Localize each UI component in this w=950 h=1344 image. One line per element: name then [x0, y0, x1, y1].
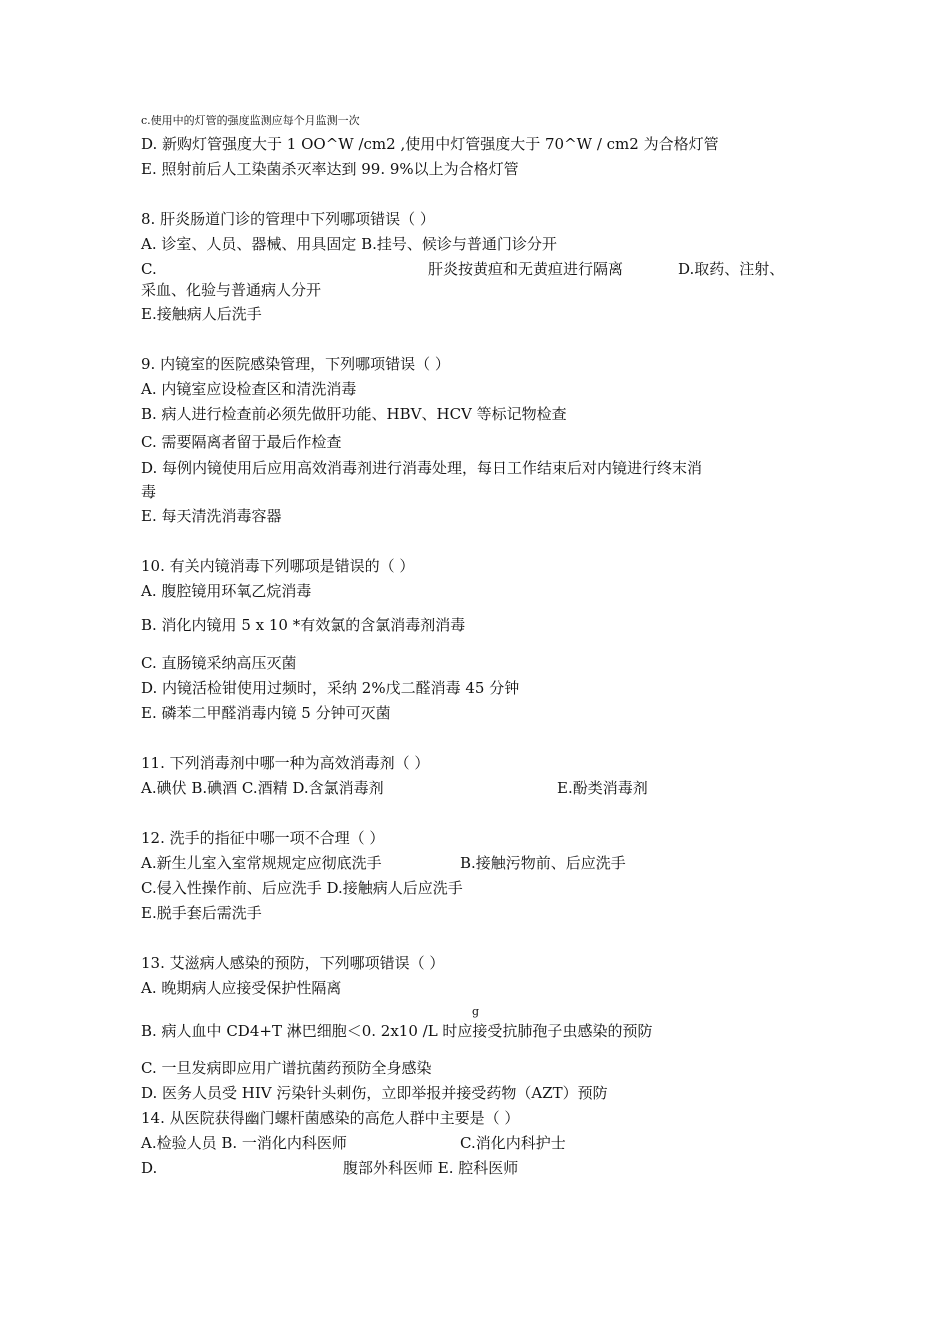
q13-option-a: A. 晚期病人应接受保护性隔离 [141, 979, 342, 997]
q8-option-c-label: C. [141, 260, 157, 278]
q11-option-e: E.酚类消毒剂 [557, 779, 648, 797]
q10-option-a: A. 腹腔镜用环氧乙烷消毒 [141, 582, 312, 600]
q9-option-b: B. 病人进行检查前必须先做肝功能、HBV、HCV 等标记物检查 [141, 405, 567, 423]
q8-option-c-text: 肝炎按黄疸和无黄疸进行隔离 [428, 260, 624, 278]
q9-stem: 9. 内镜室的医院感染管理，下列哪项错误（ ） [141, 355, 450, 373]
q8-option-d-cont: 采血、化验与普通病人分开 [141, 281, 322, 299]
q7-option-d: D. 新购灯管强度大于 1 OO^W /cm2 ,使用中灯管强度大于 70^W / cm2 为合格灯管 [141, 135, 719, 153]
q9-option-e: E. 每天清洗消毒容器 [141, 507, 282, 525]
q12-option-e: E.脱手套后需洗手 [141, 904, 262, 922]
q14-options-ab: A.检验人员 B. 一消化内科医师 [141, 1134, 347, 1152]
q10-option-d: D. 内镜活检钳使用过频时，采纳 2%戊二醛消毒 45 分钟 [141, 679, 520, 697]
q9-option-a: A. 内镜室应设检查区和清洗消毒 [141, 380, 357, 398]
q12-option-a: A.新生儿室入室常规规定应彻底洗手 [141, 854, 382, 872]
q9-option-d: D. 每例内镜使用后应用高效消毒剂进行消毒处理，每日工作结束后对内镜进行终末消 [141, 459, 703, 477]
q12-options-cd: C.侵入性操作前、后应洗手 D.接触病人后应洗手 [141, 879, 463, 897]
q13-option-b: B. 病人血中 CD4+T 淋巴细胞＜0. 2x10 /L 时应接受抗肺孢子虫感染的预防 [141, 1022, 653, 1040]
q13-stem: 13. 艾滋病人感染的预防，下列哪项错误（ ） [141, 954, 445, 972]
q8-option-e: E.接触病人后洗手 [141, 305, 262, 323]
q13-option-c: C. 一旦发病即应用广谱抗菌药预防全身感染 [141, 1059, 432, 1077]
q8-option-ab: A. 诊室、人员、器械、用具固定 B.挂号、候诊与普通门诊分开 [141, 235, 557, 253]
q10-option-e: E. 磷苯二甲醛消毒内镜 5 分钟可灭菌 [141, 704, 391, 722]
q9-option-c: C. 需要隔离者留于最后作检查 [141, 433, 342, 451]
q14-stem: 14. 从医院获得幽门螺杆菌感染的高危人群中主要是（ ） [141, 1109, 520, 1127]
q10-option-b: B. 消化内镜用 5 x 10 *有效氯的含氯消毒剂消毒 [141, 616, 466, 634]
q8-option-d-label: D.取药、注射、 [678, 260, 785, 278]
q9-option-d-cont: 毒 [141, 483, 157, 501]
q7-option-e: E. 照射前后人工染菌杀灭率达到 99. 9%以上为合格灯管 [141, 160, 519, 178]
q14-option-d-label: D. [141, 1159, 158, 1177]
q13-option-d: D. 医务人员受 HIV 污染针头刺伤，立即举报并接受药物（AZT）预防 [141, 1084, 608, 1102]
q13-option-b-superscript: g [472, 1005, 480, 1018]
q10-stem: 10. 有关内镜消毒下列哪项是错误的（ ） [141, 557, 415, 575]
q14-option-c: C.消化内科护士 [460, 1134, 566, 1152]
q12-option-b: B.接触污物前、后应洗手 [460, 854, 626, 872]
q11-stem: 11. 下列消毒剂中哪一种为高效消毒剂（ ） [141, 754, 430, 772]
q10-option-c: C. 直肠镜采纳高压灭菌 [141, 654, 297, 672]
q11-options-abcd: A.碘伏 B.碘酒 C.酒精 D.含氯消毒剂 [141, 779, 384, 797]
q8-stem: 8. 肝炎肠道门诊的管理中下列哪项错误（ ） [141, 210, 435, 228]
q12-stem: 12. 洗手的指征中哪一项不合理（ ） [141, 829, 385, 847]
q14-option-de: 腹部外科医师 E. 腔科医师 [343, 1159, 519, 1177]
q7-option-c: c.使用中的灯管的强度监测应每个月监测一次 [141, 114, 360, 127]
